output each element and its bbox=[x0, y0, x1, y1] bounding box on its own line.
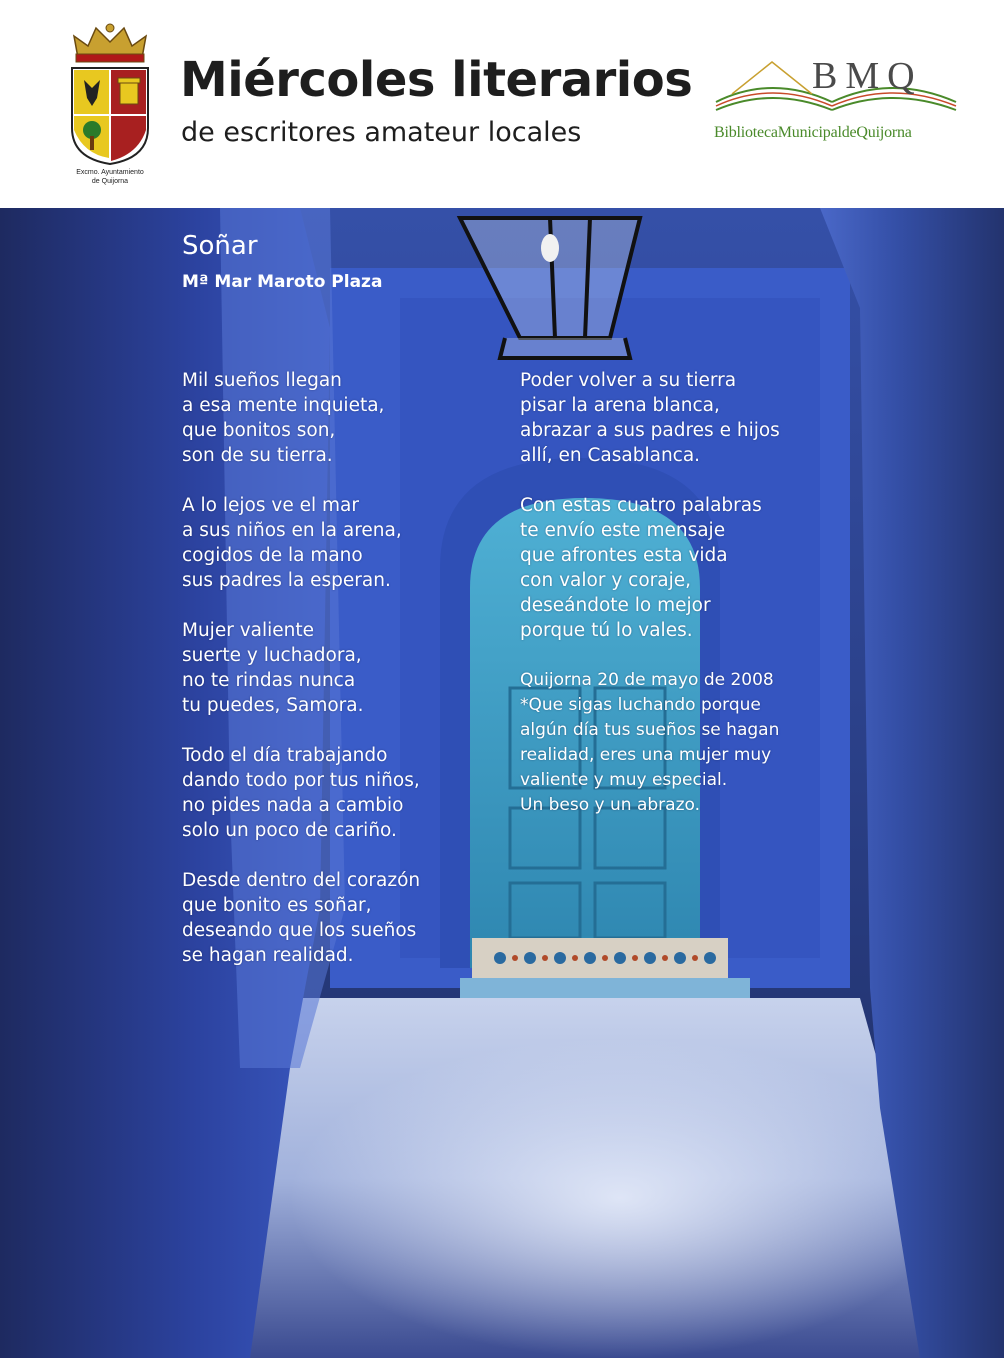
poem-line: abrazar a sus padres e hijos bbox=[520, 420, 780, 441]
stanza bbox=[182, 493, 502, 593]
poem-line: Poder volver a su tierra bbox=[520, 370, 737, 391]
crest-caption bbox=[56, 168, 164, 186]
poem-left-column bbox=[182, 368, 502, 993]
poem-line: sus padres la esperan. bbox=[182, 570, 391, 591]
poem-line: tu puedes, Samora. bbox=[182, 695, 364, 716]
stanza bbox=[182, 368, 502, 468]
poster-header bbox=[0, 0, 1004, 208]
poem-line: no te rindas nunca bbox=[182, 670, 356, 691]
stanza bbox=[182, 743, 502, 843]
poem-line: Todo el día trabajando bbox=[182, 745, 388, 766]
stanza bbox=[182, 618, 502, 718]
stanza bbox=[520, 493, 840, 643]
poem-title: Soñar bbox=[182, 231, 258, 261]
poem-line: deseándote lo mejor bbox=[520, 595, 711, 616]
poem-line: que bonito es soñar, bbox=[182, 895, 372, 916]
note-line: Quijorna 20 de mayo de 2008 bbox=[520, 670, 774, 690]
poem-line: suerte y luchadora, bbox=[182, 645, 362, 666]
poem-line: con valor y coraje, bbox=[520, 570, 691, 591]
poem-line: allí, en Casablanca. bbox=[520, 445, 701, 466]
poem-line: Mil sueños llegan bbox=[182, 370, 342, 391]
poem-line: Desde dentro del corazón bbox=[182, 870, 421, 891]
note-line: *Que sigas luchando porque bbox=[520, 695, 761, 715]
library-logo-letters: BMQ bbox=[812, 55, 923, 97]
poem-line: pisar la arena blanca, bbox=[520, 395, 720, 416]
municipal-crest-icon bbox=[64, 18, 156, 168]
poster-subtitle: de escritores amateur locales bbox=[181, 117, 582, 148]
blue-alley-illustration bbox=[0, 208, 1004, 1358]
crest-caption-line2: de Quijorna bbox=[91, 178, 129, 185]
poem-author: Mª Mar Maroto Plaza bbox=[182, 272, 383, 292]
library-name: BibliotecaMunicipaldeQuijorna bbox=[714, 124, 912, 141]
stanza bbox=[520, 368, 840, 468]
poem-line: porque tú lo vales. bbox=[520, 620, 693, 641]
note-line: valiente y muy especial. bbox=[520, 770, 728, 790]
poem-line: que bonitos son, bbox=[182, 420, 336, 441]
note-line: Un beso y un abrazo. bbox=[520, 795, 700, 815]
poem-line: solo un poco de cariño. bbox=[182, 820, 397, 841]
poem-line: dando todo por tus niños, bbox=[182, 770, 420, 791]
poem-line: te envío este mensaje bbox=[520, 520, 726, 541]
stanza bbox=[182, 868, 502, 968]
poem-line: que afrontes esta vida bbox=[520, 545, 728, 566]
poem-line: A lo lejos ve el mar bbox=[182, 495, 359, 516]
note-line: realidad, eres una mujer muy bbox=[520, 745, 772, 765]
poem-line: deseando que los sueños bbox=[182, 920, 417, 941]
poem-line: son de su tierra. bbox=[182, 445, 333, 466]
poem-line: cogidos de la mano bbox=[182, 545, 363, 566]
poster-title: Miércoles literarios bbox=[180, 52, 693, 108]
crest-caption-line1: Excmo. Ayuntamiento bbox=[76, 169, 144, 176]
blue-alley-photo bbox=[0, 208, 1004, 1358]
note-line: algún día tus sueños se hagan bbox=[520, 720, 780, 740]
dedication-note bbox=[520, 668, 840, 818]
poem-line: Mujer valiente bbox=[182, 620, 315, 641]
poem-right-column bbox=[520, 368, 840, 818]
poem-line: no pides nada a cambio bbox=[182, 795, 404, 816]
poem-line: Con estas cuatro palabras bbox=[520, 495, 762, 516]
poem-line: a sus niños en la arena, bbox=[182, 520, 402, 541]
poem-line: a esa mente inquieta, bbox=[182, 395, 385, 416]
poem-line: se hagan realidad. bbox=[182, 945, 354, 966]
